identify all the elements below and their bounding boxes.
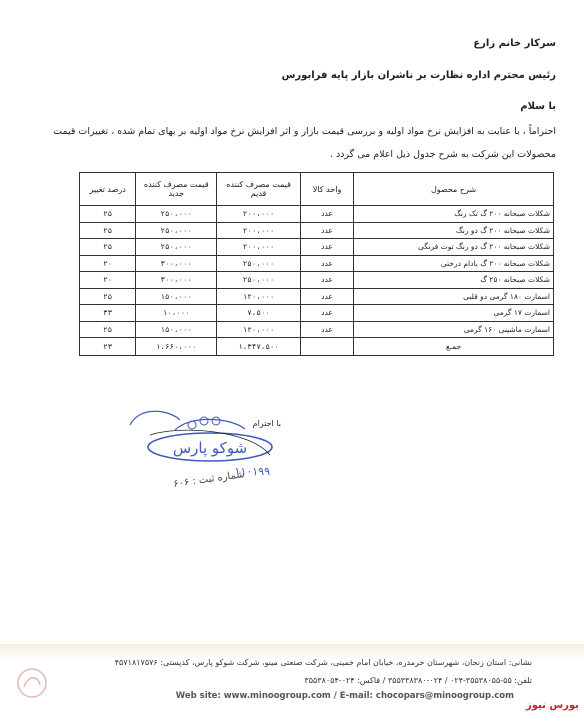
news-brand-watermark: بورس نیوز [526, 700, 579, 711]
table-row [80, 206, 554, 223]
cell-unit: عدد [300, 321, 353, 338]
company-logo-icon [12, 663, 52, 703]
header-new-price: قیمت مصرف کننده جدید [136, 173, 217, 206]
cell-change: ۲۵ [80, 321, 136, 338]
total-label: جمـع [354, 338, 554, 356]
cell-description: شکلات صبحانه ۲۰۰ گ تک رنگ [354, 206, 554, 223]
cell-change: ۲۵ [80, 222, 136, 239]
cell-description: اسمارت ۱۸۰ گرمی دو قلبی [354, 288, 554, 305]
cell-new-price: ۱۵۰،۰۰۰ [136, 288, 217, 305]
header-description: شرح محصول [354, 173, 554, 206]
cell-old-price: ۱۲۰،۰۰۰ [217, 288, 301, 305]
footer-web: Web site: www.minoogroup.com / E-mail: chocopars@minoogroup.com [175, 691, 514, 701]
cell-unit: عدد [300, 288, 353, 305]
cell-description: اسمارت ۱۷ گرمی [354, 305, 554, 322]
salutation: سرکار خانم زارع [473, 38, 556, 49]
header-change-percent: درصد تغییر [80, 173, 136, 206]
cell-change: ۲۵ [80, 288, 136, 305]
greeting: با سلام [520, 101, 556, 112]
cell-unit: عدد [300, 206, 353, 223]
table-row [80, 222, 554, 239]
cell-new-price: ۳۰۰،۰۰۰ [136, 272, 217, 289]
table-row [80, 321, 554, 338]
cell-change: ۳۳ [80, 305, 136, 322]
total-new-price: ۱،۶۶۰،۰۰۰ [136, 338, 217, 356]
table-header-row [80, 173, 554, 206]
cell-new-price: ۲۵۰،۰۰۰ [136, 222, 217, 239]
cell-new-price: ۱۰،۰۰۰ [136, 305, 217, 322]
cell-change: ۲۵ [80, 239, 136, 256]
table-row [80, 239, 554, 256]
cell-old-price: ۲۵۰،۰۰۰ [217, 272, 301, 289]
registration-number: شماره ثبت : ۶۰۶ [172, 469, 246, 490]
cell-description: اسمارت ماشینی ۱۶۰ گرمی [354, 321, 554, 338]
cell-unit: عدد [300, 239, 353, 256]
cell-change: ۲۰ [80, 272, 136, 289]
cell-old-price: ۲۰۰،۰۰۰ [217, 222, 301, 239]
cell-new-price: ۱۵۰،۰۰۰ [136, 321, 217, 338]
cell-unit: عدد [300, 255, 353, 272]
table-row [80, 272, 554, 289]
header-old-price: قیمت مصرف کننده قدیم [217, 173, 301, 206]
cell-old-price: ۲۵۰،۰۰۰ [217, 255, 301, 272]
signature-label: با احترام [252, 419, 281, 428]
body-text-line-1: احتراماً ، با عنایت به افزایش نرخ مواد اولیه و بررسی قیمت بازار و اثر افزایش نرخ مواد اولیه بر بهای تمام شده ، تغییرات قیمت [53, 126, 556, 137]
total-unit-blank [300, 338, 353, 356]
cell-old-price: ۲۰۰،۰۰۰ [217, 239, 301, 256]
cell-old-price: ۱۲۰،۰۰۰ [217, 321, 301, 338]
total-old-price: ۱،۳۴۷،۵۰۰ [217, 338, 301, 356]
cell-old-price: ۲۰۰،۰۰۰ [217, 206, 301, 223]
table-row [80, 255, 554, 272]
footer-phones: تلفن: ۵۵-۳۵۵۳۸۰۵۵-۰۲۴ / ۰۲۴-۳۵۵۳۳۸۳۸۰ / فاکس: ۰۲۴-۳۵۵۳۸۰۵۴ [304, 676, 532, 685]
header-unit: واحد کالا [300, 173, 353, 206]
cell-description: شکلات صبحانه ۲۰۰ گ بادام درختی [354, 255, 554, 272]
cell-change: ۲۰ [80, 255, 136, 272]
footer-address: نشانی: استان زنجان، شهرستان خرمدره، خیابان امام خمینی، شرکت صنعتی مینو، شرکت شوکو پارس، کدپستی: ۴۵۷۱۸۱۷۵۷۶ [114, 658, 532, 667]
cell-unit: عدد [300, 222, 353, 239]
cell-new-price: ۲۵۰،۰۰۰ [136, 206, 217, 223]
cell-description: شکلات صبحانه ۲۰۰ گ دو رنگ [354, 222, 554, 239]
cell-old-price: ۷،۵۰۰ [217, 305, 301, 322]
recipient-title: رئیس محترم اداره نظارت بر ناشران بازار پایه فرابورس [281, 70, 556, 81]
letter-footer [0, 644, 584, 724]
stamp-number: ۱۱۰۱۹۹ [234, 465, 270, 478]
cell-new-price: ۳۰۰،۰۰۰ [136, 255, 217, 272]
cell-unit: عدد [300, 305, 353, 322]
total-change: ۲۳ [80, 338, 136, 356]
table-row [80, 288, 554, 305]
cell-description: شکلات صبحانه ۲۰۰ گ دو رنگ توت فرنگی [354, 239, 554, 256]
stamp-brand: شوکو پارس [172, 439, 248, 457]
cell-description: شکلات صبحانه ۲۵۰ گ [354, 272, 554, 289]
price-change-table [79, 172, 554, 356]
table-total-row [80, 338, 554, 356]
cell-unit: عدد [300, 272, 353, 289]
cell-change: ۲۵ [80, 206, 136, 223]
cell-new-price: ۲۵۰،۰۰۰ [136, 239, 217, 256]
table-row [80, 305, 554, 322]
body-text-line-2: محصولات این شرکت به شرح جدول ذیل اعلام می گردد . [329, 149, 556, 160]
